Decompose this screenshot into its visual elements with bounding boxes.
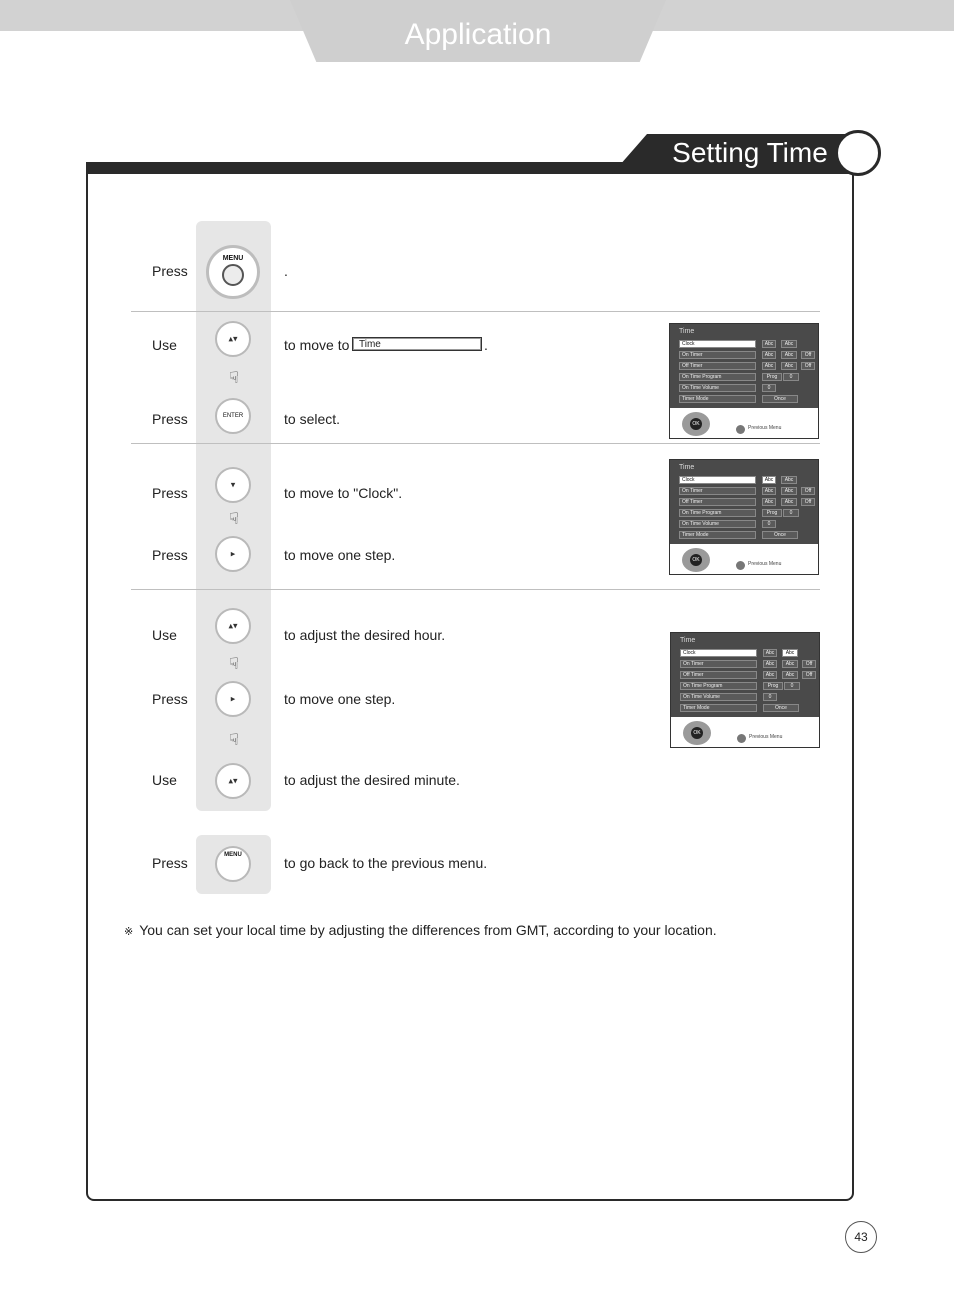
hand-down-icon: ☟	[229, 732, 239, 749]
ok-label: OK	[690, 418, 702, 430]
step3-text1: to move to "Clock".	[284, 485, 403, 501]
osd-value: Once	[763, 704, 799, 712]
osd-value: Abc	[762, 498, 776, 506]
osd-value: 0	[783, 373, 799, 381]
osd-title: Time	[680, 637, 696, 644]
osd-value: Off	[801, 351, 815, 359]
step2-text1: to move to	[284, 337, 350, 353]
osd-row-label: On Time Volume	[679, 384, 756, 392]
right-arrow-icon: ▸	[230, 548, 236, 559]
osd-value: Abc	[763, 660, 777, 668]
page-title: Setting Time	[672, 137, 828, 168]
step2-press-label: Press	[152, 411, 188, 427]
enter-button-caption: ENTER	[222, 413, 244, 419]
osd-row-label: On Timer	[679, 487, 756, 495]
osd-value: Abc	[782, 671, 798, 679]
step3-press2-label: Press	[152, 547, 188, 563]
ok-pad-icon	[683, 721, 711, 745]
hand-down-icon: ☟	[229, 370, 239, 387]
osd-row-label: On Timer	[679, 351, 756, 359]
osd-screen	[670, 632, 820, 748]
up-down-button	[215, 763, 251, 799]
step5-text: to go back to the previous menu.	[284, 855, 488, 871]
osd-value: Once	[762, 395, 798, 403]
step4-text3: to adjust the desired minute.	[284, 772, 460, 788]
osd-value: Abc	[762, 362, 776, 370]
menu-button	[206, 245, 260, 299]
osd-row-label: Clock	[680, 649, 757, 657]
time-menu-item: Time	[352, 337, 482, 351]
osd-row-label: Off Timer	[679, 362, 756, 370]
osd-row-label: Timer Mode	[679, 395, 756, 403]
step4-text2: to move one step.	[284, 691, 396, 707]
osd-value: Abc	[781, 487, 797, 495]
osd-value: Off	[801, 362, 815, 370]
page-number: 43	[845, 1221, 877, 1253]
up-down-icon: ▴▾	[228, 333, 238, 344]
step5-label: Press	[152, 855, 188, 871]
right-arrow-icon: ▸	[230, 693, 236, 704]
osd-row-label: Off Timer	[680, 671, 757, 679]
ok-label: OK	[690, 554, 702, 566]
prev-menu-label: Previous Menu	[748, 561, 782, 567]
osd-value: Abc	[762, 487, 776, 495]
up-down-icon: ▴▾	[228, 775, 238, 786]
up-down-button	[215, 608, 251, 644]
osd-value: Abc	[781, 498, 797, 506]
osd-value: Abc	[762, 476, 776, 484]
step4-text1: to adjust the desired hour.	[284, 627, 446, 643]
osd-value: Abc	[763, 671, 777, 679]
footnote-text: You can set your local time by adjusting the differences from GMT, according to your location.	[139, 922, 717, 938]
osd-row-label: Off Timer	[679, 498, 756, 506]
prev-menu-label: Previous Menu	[748, 425, 782, 431]
osd-value: Prog	[762, 373, 782, 381]
separator	[131, 443, 820, 444]
prev-menu-icon	[736, 561, 745, 570]
down-arrow-icon: ▾	[230, 479, 236, 490]
vol-right-button	[215, 536, 251, 572]
step3-text2: to move one step.	[284, 547, 396, 563]
step1-text: .	[284, 263, 288, 279]
osd-value: Off	[802, 660, 816, 668]
up-down-button	[215, 321, 251, 357]
section-title: Application	[404, 18, 552, 51]
osd-value: Once	[762, 531, 798, 539]
osd-value: Abc	[781, 340, 797, 348]
osd-value: 0	[762, 384, 776, 392]
menu-button-knob	[222, 264, 244, 286]
step2-use-label: Use	[152, 337, 177, 353]
menu-button-caption: MENU	[222, 255, 244, 262]
osd-value: 0	[784, 682, 800, 690]
osd-value: Prog	[763, 682, 783, 690]
footnote	[124, 922, 717, 938]
separator	[131, 311, 820, 312]
step4-use2-label: Use	[152, 772, 177, 788]
up-down-icon: ▴▾	[228, 620, 238, 631]
prev-menu-label: Previous Menu	[749, 734, 783, 740]
step2-period: .	[484, 337, 488, 353]
step1-label: Press	[152, 263, 188, 279]
osd-title: Time	[679, 328, 695, 335]
osd-row-label: On Time Program	[679, 373, 756, 381]
osd-value: Off	[801, 487, 815, 495]
osd-value: Off	[801, 498, 815, 506]
menu-button-small	[215, 846, 251, 882]
osd-display	[670, 460, 818, 544]
osd-screen	[669, 459, 819, 575]
osd-value: 0	[763, 693, 777, 701]
osd-value: Abc	[781, 351, 797, 359]
separator	[131, 589, 820, 590]
hand-down-icon: ☟	[229, 511, 239, 528]
title-circle	[835, 130, 881, 176]
prev-menu-icon	[736, 425, 745, 434]
step4-press-label: Press	[152, 691, 188, 707]
ok-pad-icon	[682, 412, 710, 436]
osd-value: 0	[762, 520, 776, 528]
reference-mark-icon: ※	[124, 926, 134, 938]
osd-value: Abc	[762, 351, 776, 359]
osd-value: Abc	[781, 362, 797, 370]
osd-value: Abc	[763, 649, 777, 657]
osd-value: Abc	[782, 649, 798, 657]
osd-row-label: Timer Mode	[679, 531, 756, 539]
hand-down-icon: ☟	[229, 656, 239, 673]
osd-value: Off	[802, 671, 816, 679]
osd-value: 0	[783, 509, 799, 517]
step4-use1-label: Use	[152, 627, 177, 643]
ok-label: OK	[691, 727, 703, 739]
osd-row-label: Clock	[679, 340, 756, 348]
osd-value: Abc	[782, 660, 798, 668]
osd-title: Time	[679, 464, 695, 471]
down-button	[215, 467, 251, 503]
osd-row-label: On Timer	[680, 660, 757, 668]
step3-press1-label: Press	[152, 485, 188, 501]
prev-menu-icon	[737, 734, 746, 743]
step2-text2: to select.	[284, 411, 341, 427]
osd-row-label: On Time Volume	[680, 693, 757, 701]
osd-row-label: On Time Program	[680, 682, 757, 690]
enter-button	[215, 398, 251, 434]
osd-display	[670, 324, 818, 408]
osd-display	[671, 633, 819, 717]
menu-button-caption: MENU	[224, 852, 242, 858]
vol-right-button	[215, 681, 251, 717]
osd-value: Abc	[781, 476, 797, 484]
osd-row-label: On Time Volume	[679, 520, 756, 528]
osd-value: Abc	[762, 340, 776, 348]
ok-pad-icon	[682, 548, 710, 572]
osd-row-label: Clock	[679, 476, 756, 484]
osd-row-label: On Time Program	[679, 509, 756, 517]
osd-value: Prog	[762, 509, 782, 517]
osd-row-label: Timer Mode	[680, 704, 757, 712]
osd-screen	[669, 323, 819, 439]
